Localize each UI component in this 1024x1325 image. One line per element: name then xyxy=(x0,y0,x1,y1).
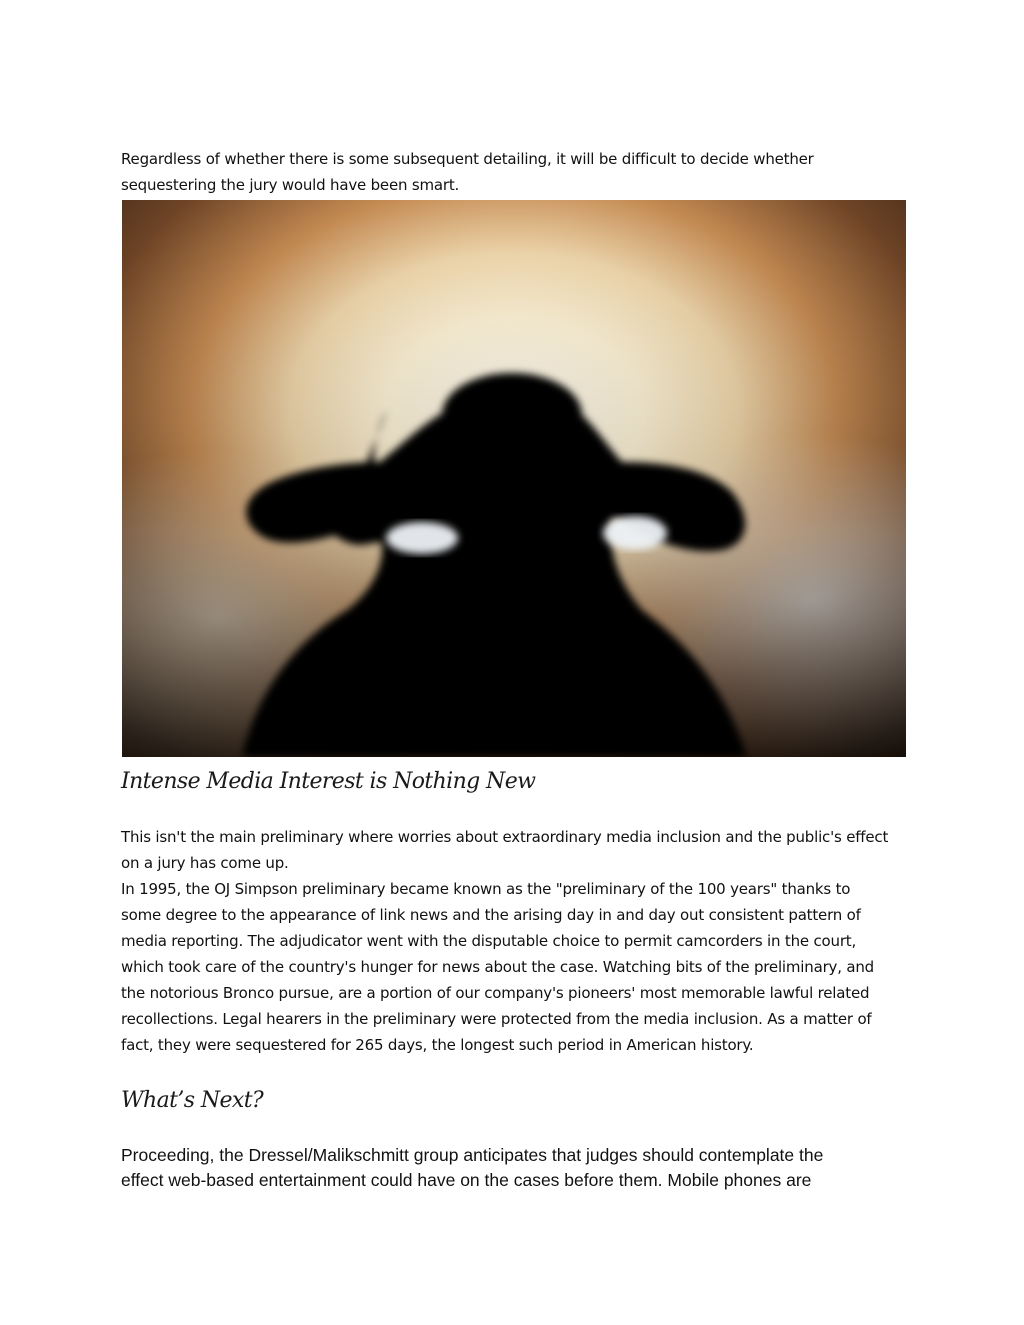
text-line: on a jury has come up. xyxy=(121,854,289,872)
text-line: effect web-based entertainment could have on the cases before them. Mobile phones are xyxy=(121,1170,812,1190)
text-line: some degree to the appearance of link news and the arising day in and day out consistent pattern of xyxy=(121,906,861,924)
text-line: In 1995, the OJ Simpson preliminary became known as the "preliminary of the 100 years" thanks to xyxy=(121,880,851,898)
text-line: Regardless of whether there is some subsequent detailing, it will be difficult to decide whether xyxy=(121,150,814,168)
text-line: This isn't the main preliminary where worries about extraordinary media inclusion and the public's effect xyxy=(121,828,889,846)
section-heading: What’s Next? xyxy=(121,1088,264,1113)
body-paragraph xyxy=(121,1143,911,1193)
text-line: the notorious Bronco pursue, are a portion of our company's pioneers' most memorable lawful related xyxy=(121,984,870,1002)
section-heading: Intense Media Interest is Nothing New xyxy=(121,769,536,794)
silhouette-photo xyxy=(122,200,906,757)
text-line: recollections. Legal hearers in the preliminary were protected from the media inclusion. As a matter of xyxy=(121,1010,872,1028)
text-line: which took care of the country's hunger for news about the case. Watching bits of the preliminary, and xyxy=(121,958,874,976)
text-line: media reporting. The adjudicator went with the disputable choice to permit camcorders in the court, xyxy=(121,932,857,950)
intro-paragraph xyxy=(121,146,911,198)
text-line: sequestering the jury would have been smart. xyxy=(121,176,460,194)
text-line: Proceeding, the Dressel/Malikschmitt group anticipates that judges should contemplate the xyxy=(121,1145,824,1165)
body-paragraph xyxy=(121,824,911,1058)
text-line: fact, they were sequestered for 265 days, the longest such period in American history. xyxy=(121,1036,754,1054)
